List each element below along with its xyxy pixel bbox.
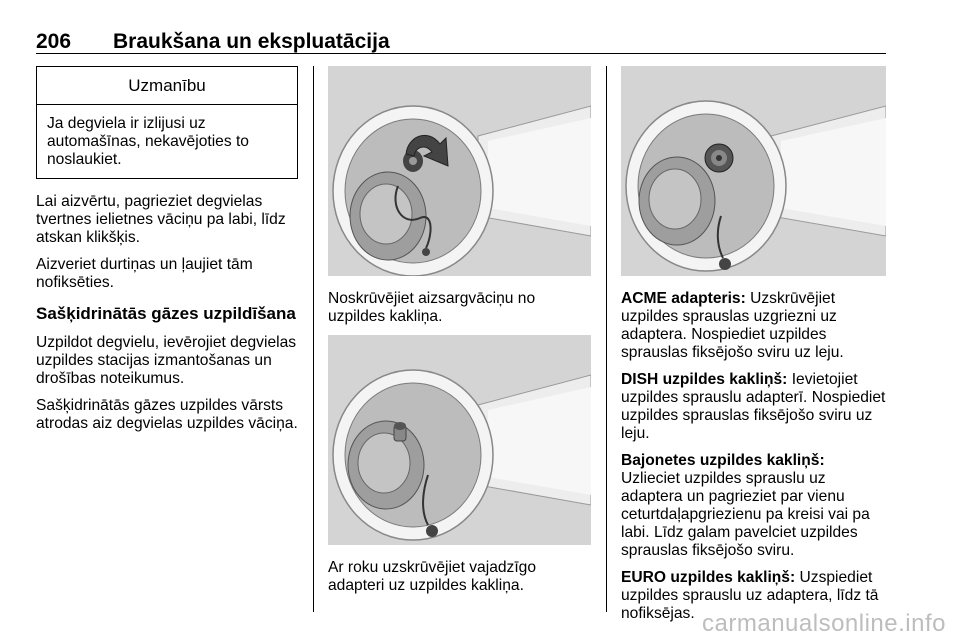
illustration-remove-cap: [328, 66, 591, 276]
instruction-acme: [621, 290, 886, 362]
instruction-text: Uzspiediet uzpildes sprauslu uz adaptera, līdz tā nofiksējas.: [621, 569, 879, 622]
caution-box: [36, 66, 298, 179]
column-right: [621, 66, 886, 632]
illustration-acme-adapter: [621, 66, 886, 276]
page-header: [36, 26, 886, 54]
section-heading: Sašķidrinātās gāzes uzpildīšana: [36, 304, 296, 323]
instruction-label: ACME adapteris:: [621, 290, 746, 307]
instruction-label: Bajonetes uzpildes kakliņš:: [621, 452, 825, 469]
instruction-label: DISH uzpildes kakliņš:: [621, 371, 788, 388]
figure-caption: Noskrūvējiet aizsargvāciņu no uzpildes kakliņa.: [328, 290, 536, 325]
paragraph: Lai aizvērtu, pagrieziet degvielas tvertnes ielietnes vāciņu pa labi, līdz atskan klikšķis.: [36, 193, 286, 246]
instruction-dish: [621, 371, 886, 443]
fuel-flap-acme-illustration: [621, 66, 886, 276]
column-divider: [606, 66, 607, 612]
caution-text: Ja degviela ir izlijusi uz automašīnas, nekavējoties to noslaukiet.: [47, 115, 249, 168]
watermark: carmanualsonline.info: [702, 610, 946, 637]
chapter-title: Braukšana un ekspluatācija: [113, 30, 390, 53]
paragraph: Aizveriet durtiņas un ļaujiet tām nofiksēties.: [36, 256, 253, 291]
column-left: [36, 66, 298, 442]
caution-title: Uzmanību: [37, 67, 297, 105]
paragraph: Sašķidrinātās gāzes uzpildes vārsts atrodas aiz degvielas uzpildes vāciņa.: [36, 397, 298, 432]
figure-caption: Ar roku uzskrūvējiet vajadzīgo adapteri uz uzpildes kakliņa.: [328, 559, 537, 594]
column-divider: [313, 66, 314, 612]
fuel-flap-adapter-illustration: [328, 335, 591, 545]
instruction-text: Ievietojiet uzpildes sprauslu adapterī. Nospiediet uzpildes sprauslas fiksējošo sviru uz leju.: [621, 371, 886, 442]
instruction-bayonet: [621, 452, 886, 560]
column-middle: [328, 66, 591, 604]
illustration-attach-adapter: [328, 335, 591, 545]
instruction-text: Uzlieciet uzpildes sprauslu uz adaptera un pagrieziet par vienu ceturtdaļapgriezienu pa kreisi vai pa labi. Līdz galam pavelciet uzpildes sprauslas fiksējošo sviru.: [621, 470, 870, 559]
paragraph: Uzpildot degvielu, ievērojiet degvielas uzpildes stacijas izmantošanas un drošības noteikumus.: [36, 334, 297, 387]
page-number: 206: [36, 30, 72, 53]
fuel-flap-illustration: [328, 66, 591, 276]
instruction-text: Uzskrūvējiet uzpildes sprauslas uzgriezni uz adaptera. Nospiediet uzpildes sprauslas fiksējošo sviru uz leju.: [621, 290, 844, 361]
instruction-label: EURO uzpildes kakliņš:: [621, 569, 796, 586]
